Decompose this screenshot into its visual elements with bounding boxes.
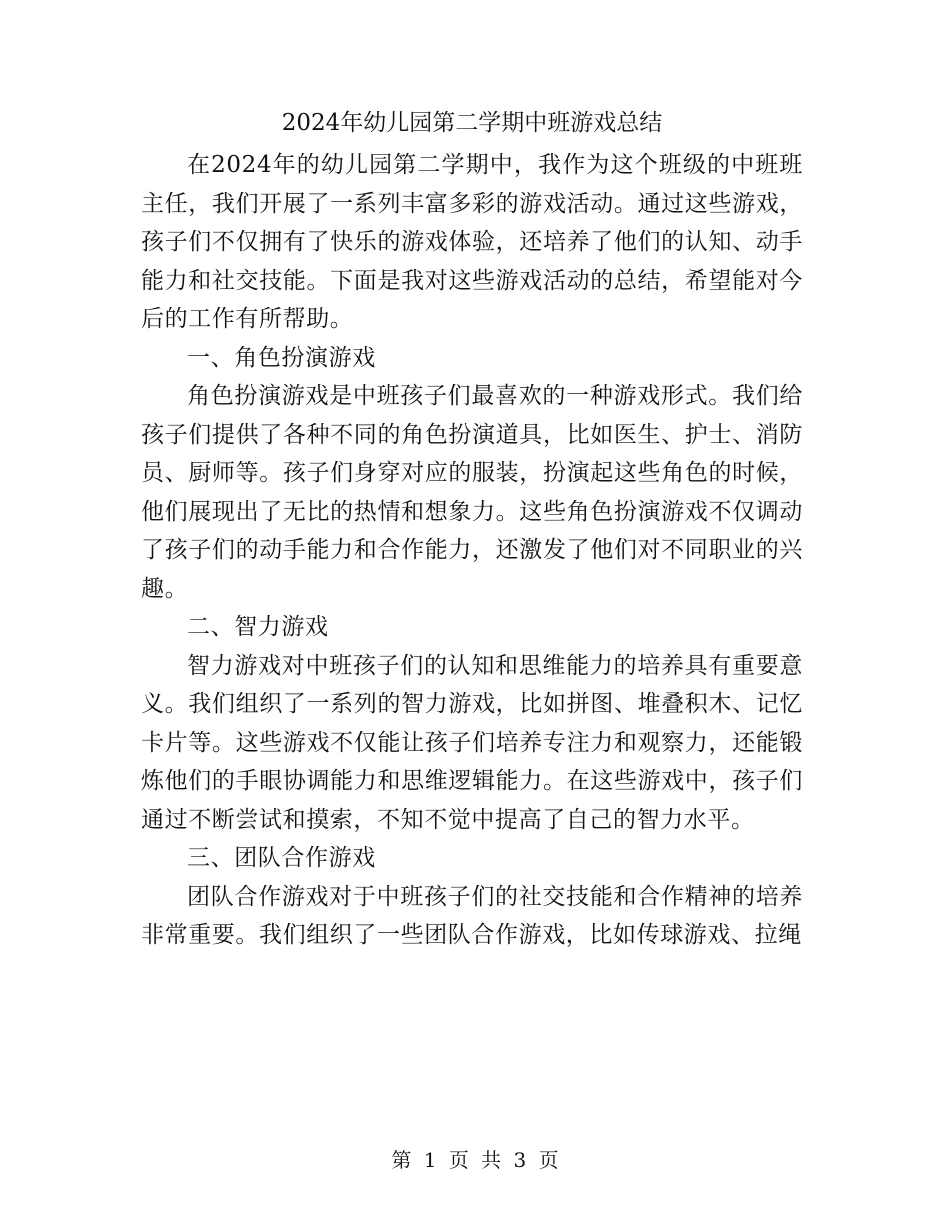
section-heading-intellectual: 二、智力游戏 [187, 614, 329, 640]
page-number-footer: 第 1 页 共 3 页 [391, 1148, 559, 1172]
section-heading-role-play: 一、角色扮演游戏 [187, 344, 376, 371]
section-body-intellectual: 智力游戏对中班孩子们的认知和思维能力的培养具有重要意义。我们组织了一系列的智力游戏，比如拼图、堆叠积木、记忆卡片等。这些游戏不仅能让孩子们培养专注力和观察力，还能锻炼他们的手眼协调能力和思维逻辑能力。在这些游戏中，孩子们通过不断尝试和摸索，不知不觉中提高了自己的智力水平。 [141, 652, 803, 833]
section-body-teamwork: 团队合作游戏对于中班孩子们的社交技能和合作精神的培养非常重要。我们组织了一些团队合作游戏，比如传球游戏、拉绳 [141, 883, 803, 948]
section-heading-teamwork: 三、团队合作游戏 [187, 845, 376, 871]
document-title: 2024年幼儿园第二学期中班游戏总结 [281, 110, 663, 136]
document-body [141, 104, 803, 955]
intro-paragraph: 在2024年的幼儿园第二学期中，我作为这个班级的中班班主任，我们开展了一系列丰富多彩的游戏活动。通过这些游戏，孩子们不仅拥有了快乐的游戏体验，还培养了他们的认知、动手能力和社交技能。下面是我对这些游戏活动的总结，希望能对今后的工作有所帮助。 [141, 152, 803, 332]
section-body-role-play: 角色扮演游戏是中班孩子们最喜欢的一种游戏形式。我们给孩子们提供了各种不同的角色扮演道具，比如医生、护士、消防员、厨师等。孩子们身穿对应的服装，扮演起这些角色的时候，他们展现出了无比的热情和想象力。这些角色扮演游戏不仅调动了孩子们的动手能力和合作能力，还激发了他们对不同职业的兴趣。 [141, 383, 803, 602]
